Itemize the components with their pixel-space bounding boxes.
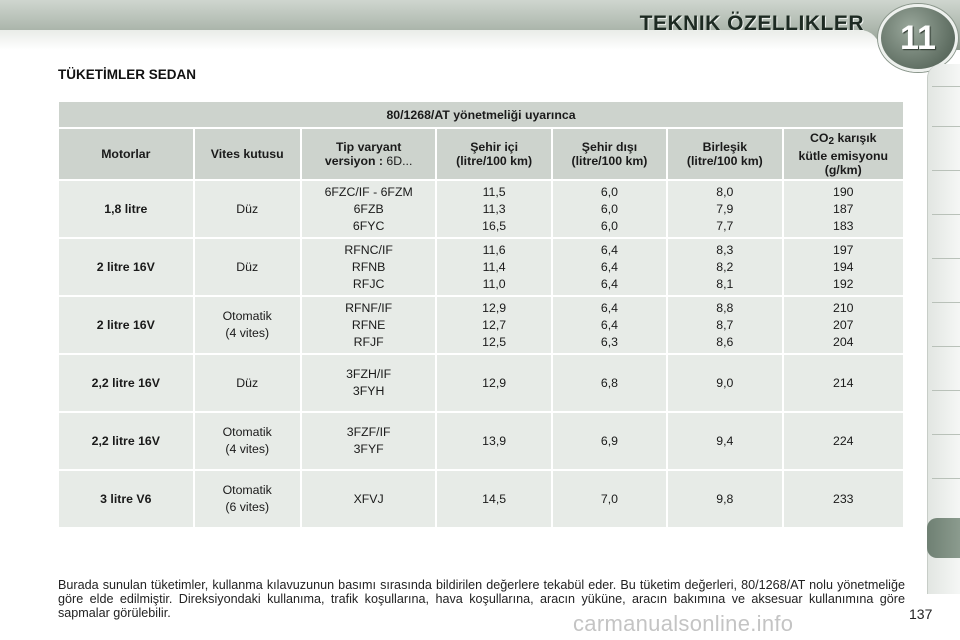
cell-co2-line: 197 (832, 242, 854, 257)
table-row (59, 471, 903, 527)
cell-co2-line: 204 (832, 334, 854, 349)
cell-gearbox (195, 471, 300, 527)
cell-extra-urban-line: 6,0 (600, 184, 619, 199)
cell-type-version-line: 3FZH/IF (346, 367, 392, 381)
cell-extra-urban-line: 6,4 (600, 276, 619, 291)
cell-co2-line: 224 (832, 433, 854, 448)
side-tab-divider (932, 86, 960, 87)
cell-gearbox-line: Otomatik (222, 309, 272, 323)
cell-urban-line: 11,6 (482, 242, 506, 257)
cell-extra-urban (553, 181, 666, 237)
side-tab-divider (932, 214, 960, 215)
cell-type-version (302, 471, 436, 527)
cell-engine: 2 litre 16V (59, 297, 193, 353)
header-combined-line2: (litre/100 km) (686, 154, 763, 168)
cell-gearbox-line: Otomatik (222, 483, 272, 497)
section-title: TÜKETİMLER SEDAN (58, 67, 196, 82)
cell-urban-line: 13,9 (482, 433, 507, 448)
cell-gearbox (195, 355, 300, 411)
cell-extra-urban-line: 6,0 (600, 218, 619, 233)
cell-extra-urban-line: 6,4 (600, 259, 619, 274)
header-extra-line1: Şehir dışı (581, 140, 638, 154)
cell-combined-line: 7,9 (716, 201, 734, 216)
cell-combined-line: 8,2 (716, 259, 734, 274)
cell-urban-line: 11,0 (482, 276, 506, 291)
cell-co2 (784, 355, 903, 411)
header-co2-sub: 2 (828, 136, 835, 147)
cell-type-version-line: 3FYF (353, 442, 384, 456)
header-co2-line3: (g/km) (824, 163, 862, 177)
chapter-title: TEKNIK ÖZELLIKLER (639, 12, 864, 35)
cell-combined-line: 8,6 (716, 334, 734, 349)
header-co2 (784, 129, 903, 179)
consumption-note: Burada sunulan tüketimler, kullanma kılavuzunun basımı sırasında bildirilen değerlere tekabül eder. Bu tüketim değerleri, 80/1268/AT nolu yönetmeliğe göre elde edilmiştir. Direksiyondaki kullanıma, trafik koşullarına, hava koşullarına, aracın yüküne, aracın bakımına ve aksesuar kullanımına göre sapmalar görülebilir. (58, 578, 905, 620)
cell-combined-line: 8,1 (716, 276, 734, 291)
cell-type-version-line: 6FYC (352, 218, 385, 233)
cell-type-version-line: RFJF (353, 334, 384, 349)
cell-combined-line: 8,3 (716, 242, 734, 257)
cell-co2-line: 190 (832, 184, 854, 199)
cell-combined (668, 355, 781, 411)
cell-combined (668, 471, 781, 527)
table-row (59, 355, 903, 411)
cell-extra-urban-line: 6,8 (600, 375, 619, 390)
header-co2-line2: kütle emisyonu (798, 149, 889, 163)
cell-co2-line: 210 (832, 300, 854, 315)
cell-gearbox-line: Düz (236, 259, 259, 274)
chapter-badge (878, 4, 958, 72)
header-type-line2-normal: 6D... (386, 154, 413, 168)
cell-extra-urban (553, 413, 666, 469)
cell-gearbox (195, 181, 300, 237)
cell-co2-line: 183 (832, 218, 854, 233)
cell-type-version (302, 239, 436, 295)
table-row (59, 297, 903, 353)
cell-co2-line: 187 (832, 201, 854, 216)
cell-co2 (784, 239, 903, 295)
cell-urban-line: 14,5 (482, 491, 507, 506)
header-engine: Motorlar (59, 129, 193, 179)
cell-urban-line: 16,5 (482, 218, 507, 233)
cell-gearbox-line: Düz (236, 375, 259, 390)
table-row (59, 413, 903, 469)
header-co2-prefix: CO (810, 131, 829, 145)
cell-gearbox-line: Otomatik (222, 425, 272, 439)
cell-combined-line: 9,0 (716, 375, 734, 390)
page-number: 137 (909, 606, 933, 622)
cell-type-version (302, 297, 436, 353)
cell-urban-line: 11,4 (482, 259, 506, 274)
cell-type-version-line: XFVJ (353, 491, 384, 506)
header-combined-line1: Birleşik (702, 140, 748, 154)
header-type-line2-bold: versiyon : (324, 154, 387, 168)
consumption-table (57, 100, 905, 529)
cell-extra-urban-line: 6,9 (600, 433, 619, 448)
table-caption: 80/1268/AT yönetmeliği uyarınca (59, 102, 903, 127)
cell-engine: 3 litre V6 (59, 471, 193, 527)
cell-combined-line: 9,4 (716, 433, 734, 448)
cell-gearbox-line: (4 vites) (225, 326, 270, 340)
cell-urban (437, 413, 550, 469)
cell-combined-line: 7,7 (716, 218, 734, 233)
cell-extra-urban (553, 297, 666, 353)
cell-extra-urban-line: 6,4 (600, 242, 619, 257)
table-row (59, 239, 903, 295)
cell-gearbox-line: (4 vites) (225, 442, 270, 456)
cell-urban (437, 297, 550, 353)
cell-co2-line: 194 (832, 259, 854, 274)
cell-combined-line: 8,8 (716, 300, 734, 315)
cell-extra-urban-line: 7,0 (600, 491, 619, 506)
cell-extra-urban-line: 6,0 (600, 201, 619, 216)
cell-urban-line: 11,5 (482, 184, 506, 199)
cell-engine: 1,8 litre (59, 181, 193, 237)
side-tab-divider (932, 390, 960, 391)
side-tab-active-chapter[interactable] (927, 518, 960, 558)
cell-gearbox (195, 413, 300, 469)
cell-type-version-line: RFNE (351, 317, 386, 332)
cell-co2 (784, 413, 903, 469)
cell-combined (668, 297, 781, 353)
side-tab-divider (932, 126, 960, 127)
header-co2-suffix: karışık (834, 131, 877, 145)
cell-type-version (302, 181, 436, 237)
cell-extra-urban (553, 471, 666, 527)
cell-type-version (302, 413, 436, 469)
cell-urban-line: 12,5 (482, 334, 507, 349)
cell-urban-line: 12,7 (482, 317, 507, 332)
side-tab-divider (932, 302, 960, 303)
cell-co2 (784, 471, 903, 527)
cell-co2-line: 207 (832, 317, 854, 332)
side-tab-divider (932, 346, 960, 347)
cell-extra-urban (553, 355, 666, 411)
cell-co2 (784, 297, 903, 353)
cell-combined (668, 181, 781, 237)
side-tab-divider (932, 170, 960, 171)
cell-extra-urban (553, 239, 666, 295)
cell-type-version-line: RFNF/IF (345, 300, 393, 315)
cell-urban (437, 355, 550, 411)
cell-engine: 2,2 litre 16V (59, 355, 193, 411)
header-urban-line1: Şehir içi (470, 140, 519, 154)
cell-co2 (784, 181, 903, 237)
cell-type-version-line: RFNC/IF (344, 242, 393, 257)
cell-engine: 2 litre 16V (59, 239, 193, 295)
cell-type-version-line: 6FZB (353, 201, 384, 216)
watermark: carmanualsonline.info (573, 611, 794, 636)
cell-extra-urban-line: 6,4 (600, 300, 619, 315)
cell-gearbox-line: (6 vites) (225, 500, 270, 514)
cell-gearbox (195, 297, 300, 353)
cell-type-version-line: RFJC (352, 276, 385, 291)
header-gearbox: Vites kutusu (195, 129, 300, 179)
chapter-number: 11 (900, 18, 936, 57)
header-type-version (302, 129, 436, 179)
cell-type-version (302, 355, 436, 411)
cell-urban-line: 11,3 (482, 201, 506, 216)
cell-gearbox-line: Düz (236, 201, 259, 216)
header-extra-urban (553, 129, 666, 179)
cell-urban (437, 471, 550, 527)
cell-urban (437, 181, 550, 237)
cell-gearbox (195, 239, 300, 295)
cell-type-version-line: 3FYH (352, 384, 385, 398)
side-tab-divider (932, 434, 960, 435)
cell-combined (668, 239, 781, 295)
cell-combined-line: 8,7 (716, 317, 734, 332)
side-tab-rail (927, 64, 960, 594)
cell-urban-line: 12,9 (482, 375, 507, 390)
side-tab-divider (932, 258, 960, 259)
cell-type-version-line: RFNB (351, 259, 386, 274)
cell-extra-urban-line: 6,3 (600, 334, 619, 349)
table-row (59, 181, 903, 237)
cell-co2-line: 233 (832, 491, 854, 506)
cell-combined-line: 9,8 (716, 491, 734, 506)
cell-urban-line: 12,9 (482, 300, 507, 315)
cell-engine: 2,2 litre 16V (59, 413, 193, 469)
cell-urban (437, 239, 550, 295)
cell-type-version-line: 6FZC/IF - 6FZM (324, 184, 413, 199)
header-type-line1: Tip varyant (335, 140, 402, 154)
table-body (59, 181, 903, 527)
table-header-row (59, 129, 903, 179)
cell-co2-line: 192 (832, 276, 854, 291)
cell-co2-line: 214 (832, 375, 854, 390)
header-urban (437, 129, 550, 179)
cell-type-version-line: 3FZF/IF (346, 425, 391, 439)
header-urban-line2: (litre/100 km) (456, 154, 533, 168)
cell-extra-urban-line: 6,4 (600, 317, 619, 332)
cell-combined-line: 8,0 (716, 184, 734, 199)
header-extra-line2: (litre/100 km) (571, 154, 648, 168)
header-combined (668, 129, 781, 179)
cell-combined (668, 413, 781, 469)
side-tab-divider (932, 478, 960, 479)
